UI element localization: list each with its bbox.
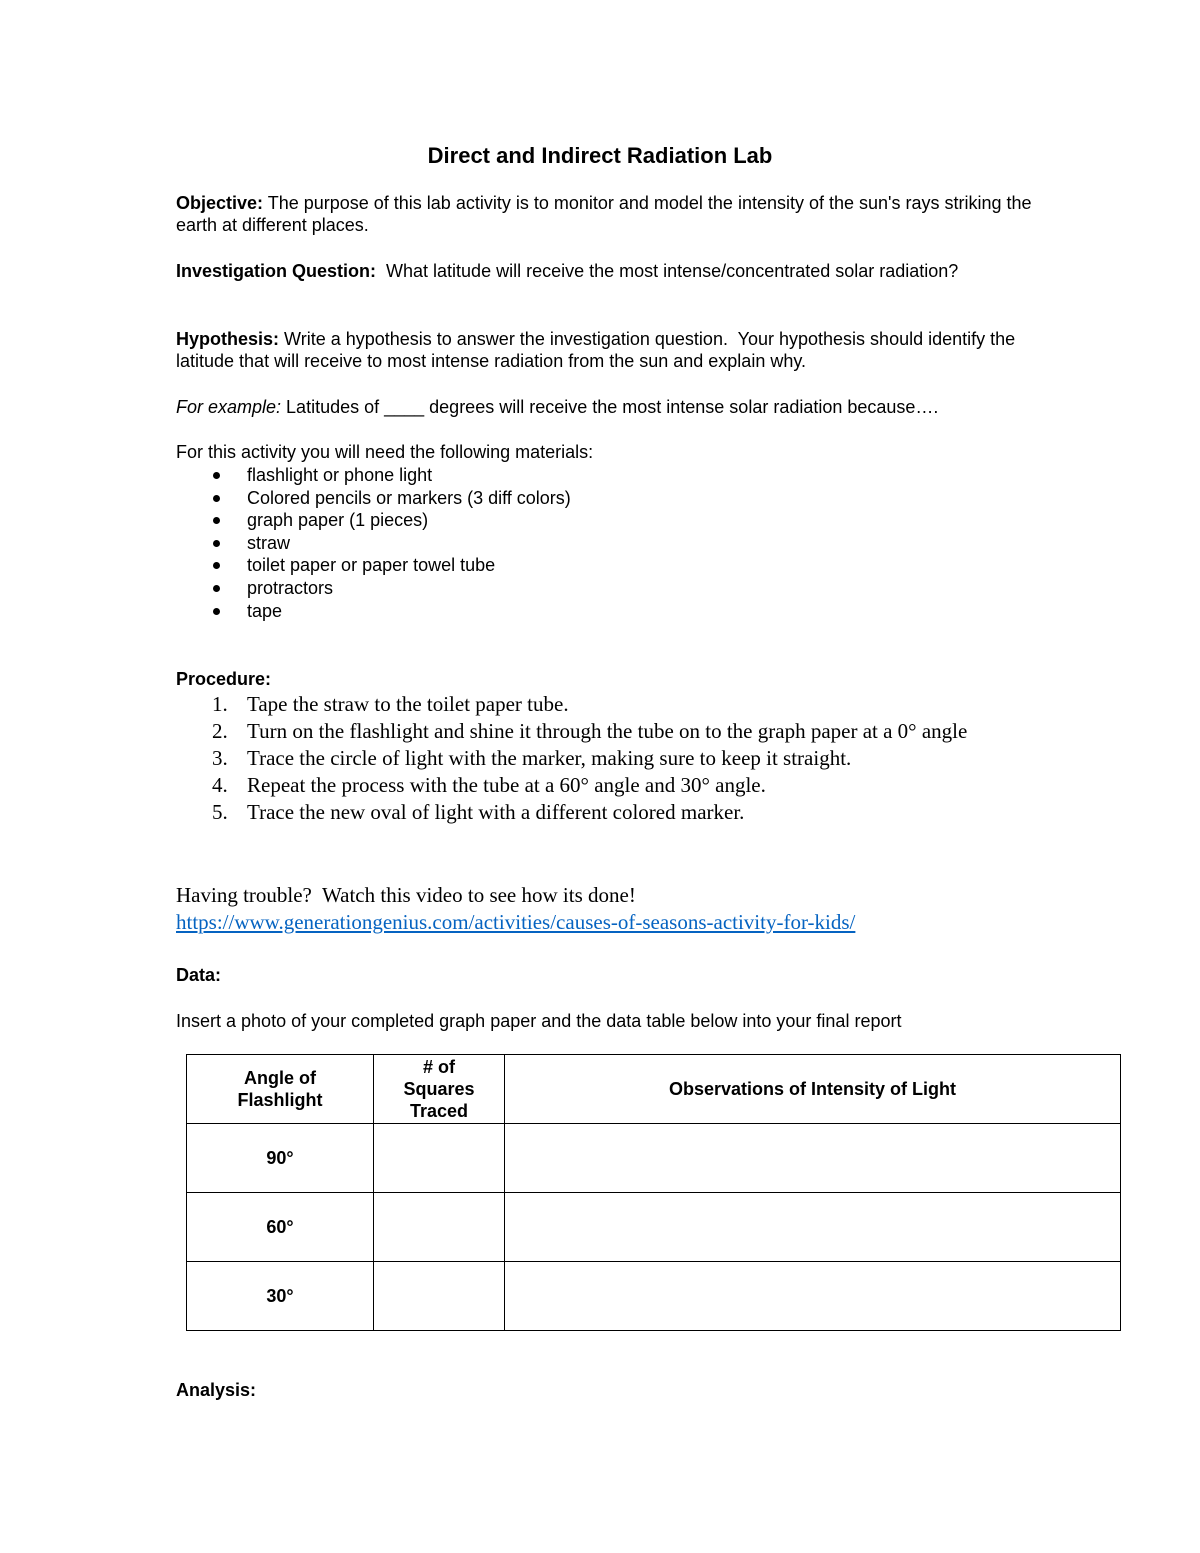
page-title: Direct and Indirect Radiation Lab: [427, 143, 773, 168]
data-heading: Data:: [176, 965, 222, 985]
bullet-icon: [213, 472, 220, 479]
help-text: Having trouble? Watch this video to see how its done!: [176, 883, 636, 907]
example-label: For example:: [176, 397, 282, 417]
question-label: Investigation Question:: [176, 261, 377, 281]
header-angle: Angle of Flashlight: [187, 1055, 374, 1124]
header-observations: Observations of Intensity of Light: [505, 1055, 1121, 1124]
bullet-icon: [213, 562, 220, 569]
table-header-row: [187, 1055, 1121, 1124]
list-item: flashlight or phone light: [176, 464, 976, 487]
bullet-icon: [213, 495, 220, 502]
angle-cell: 60°: [187, 1193, 374, 1262]
list-item: graph paper (1 pieces): [176, 509, 976, 532]
data-table: [186, 1054, 1121, 1331]
hypothesis-text: Write a hypothesis to answer the investigation question. Your hypothesis should identify the latitude that will receive to most intense radiation from the sun and explain why.: [176, 329, 1021, 371]
angle-cell: 90°: [187, 1124, 374, 1193]
question-text: What latitude will receive the most intense/concentrated solar radiation?: [376, 261, 959, 281]
bullet-icon: [213, 585, 220, 592]
bullet-icon: [213, 540, 220, 547]
procedure-steps: [176, 691, 1036, 826]
list-item: straw: [176, 532, 976, 555]
list-item: 3. Trace the circle of light with the marker, making sure to keep it straight.: [212, 746, 852, 770]
question-paragraph: [176, 260, 1036, 282]
bullet-icon: [213, 517, 220, 524]
squares-cell[interactable]: [374, 1124, 505, 1193]
observations-cell[interactable]: [505, 1124, 1121, 1193]
video-link[interactable]: https://www.generationgenius.com/activities/causes-of-seasons-activity-for-kids/: [176, 910, 856, 934]
objective-paragraph: [176, 192, 1036, 236]
analysis-heading: Analysis:: [176, 1380, 257, 1400]
data-instructions: Insert a photo of your completed graph paper and the data table below into your final report: [176, 1011, 902, 1031]
squares-cell[interactable]: [374, 1193, 505, 1262]
list-item: tape: [176, 600, 976, 623]
table-row: [187, 1193, 1121, 1262]
squares-cell[interactable]: [374, 1262, 505, 1331]
objective-text: The purpose of this lab activity is to monitor and model the intensity of the sun's rays striking the earth at different places.: [176, 193, 1032, 235]
hypothesis-paragraph: [176, 328, 1036, 372]
example-paragraph: [176, 396, 1036, 418]
list-item: 2. Turn on the flashlight and shine it through the tube on to the graph paper at a 0° angle: [212, 719, 968, 743]
angle-cell: 30°: [187, 1262, 374, 1331]
table-row: [187, 1124, 1121, 1193]
hypothesis-label: Hypothesis:: [176, 329, 280, 349]
materials-intro: For this activity you will need the following materials:: [176, 442, 594, 462]
help-paragraph: [176, 882, 1036, 936]
observations-cell[interactable]: [505, 1262, 1121, 1331]
list-item: 4. Repeat the process with the tube at a 60° angle and 30° angle.: [212, 773, 766, 797]
list-item: Colored pencils or markers (3 diff colors): [176, 487, 976, 510]
list-item: 1. Tape the straw to the toilet paper tube.: [212, 692, 569, 716]
table-row: [187, 1262, 1121, 1331]
header-squares: # of Squares Traced: [374, 1055, 505, 1124]
objective-label: Objective:: [176, 193, 264, 213]
list-item: toilet paper or paper towel tube: [176, 554, 976, 577]
procedure-heading: Procedure:: [176, 669, 272, 689]
observations-cell[interactable]: [505, 1193, 1121, 1262]
materials-list: [176, 464, 976, 622]
example-text: Latitudes of ____ degrees will receive the most intense solar radiation because….: [281, 397, 939, 417]
list-item: protractors: [176, 577, 976, 600]
bullet-icon: [213, 608, 220, 615]
list-item: 5. Trace the new oval of light with a different colored marker.: [212, 800, 745, 824]
